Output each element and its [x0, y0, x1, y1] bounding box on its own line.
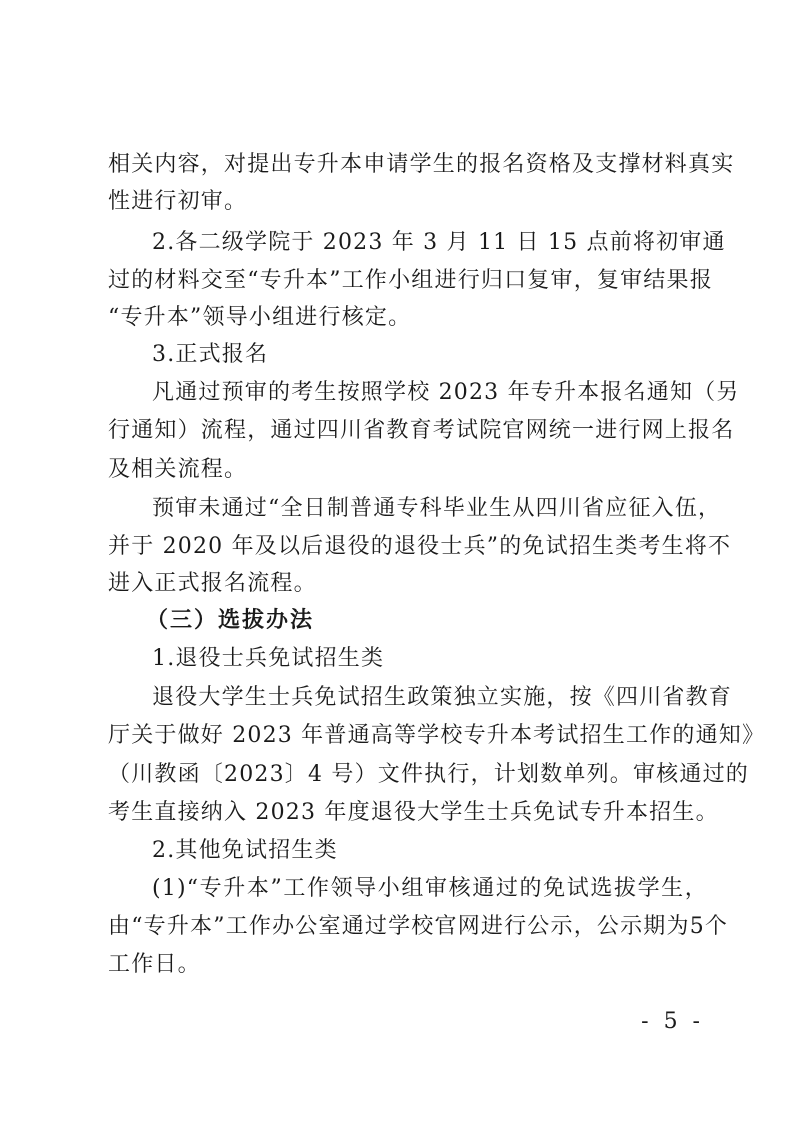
- section-heading: 2.其他免试招生类: [152, 838, 338, 863]
- paragraph-line: 退役大学生士兵免试招生政策独立实施，按《四川省教育: [152, 685, 733, 710]
- paragraph-line: 凡通过预审的考生按照学校 2023 年专升本报名通知（另: [152, 380, 740, 405]
- section-heading-bold: （三）选拔办法: [146, 608, 315, 633]
- paragraph-line: 预审未通过“全日制普通专科毕业生从四川省应征入伍，: [152, 496, 722, 521]
- paragraph-line: 考生直接纳入 2023 年度退役大学生士兵免试专升本招生。: [108, 800, 719, 825]
- paragraph-line: 行通知）流程，通过四川省教育考试院官网统一进行网上报名: [108, 418, 735, 443]
- paragraph-line: 工作日。: [108, 952, 201, 977]
- paragraph-line: 进入正式报名流程。: [108, 571, 317, 596]
- section-heading: 1.退役士兵免试招生类: [152, 646, 385, 671]
- paragraph-line: 及相关流程。: [108, 457, 248, 482]
- section-heading: 3.正式报名: [152, 342, 269, 367]
- paragraph-line: （川教函〔2023〕4 号）文件执行，计划数单列。审核通过的: [108, 762, 749, 787]
- paragraph-line: 由“专升本”工作办公室通过学校官网进行公示，公示期为5个: [108, 914, 729, 939]
- paragraph-line: (1)“专升本”工作领导小组审核通过的免试选拔学生，: [152, 876, 708, 901]
- paragraph-line: 并于 2020 年及以后退役的退役士兵”的免试招生类考生将不: [108, 534, 732, 559]
- paragraph-line: “专升本”领导小组进行核定。: [108, 305, 412, 330]
- paragraph-line: 相关内容，对提出专升本申请学生的报名资格及支撑材料真实: [108, 152, 735, 177]
- paragraph-line: 厅关于做好 2023 年普通高等学校专升本考试招生工作的通知》: [108, 723, 766, 748]
- paragraph-line: 过的材料交至“专升本”工作小组进行归口复审，复审结果报: [108, 268, 713, 293]
- paragraph-line: 2.各二级学院于 2023 年 3 月 11 日 15 点前将初审通: [152, 230, 726, 255]
- paragraph-line: 性进行初审。: [108, 189, 248, 214]
- page-number: - 5 -: [641, 1009, 704, 1034]
